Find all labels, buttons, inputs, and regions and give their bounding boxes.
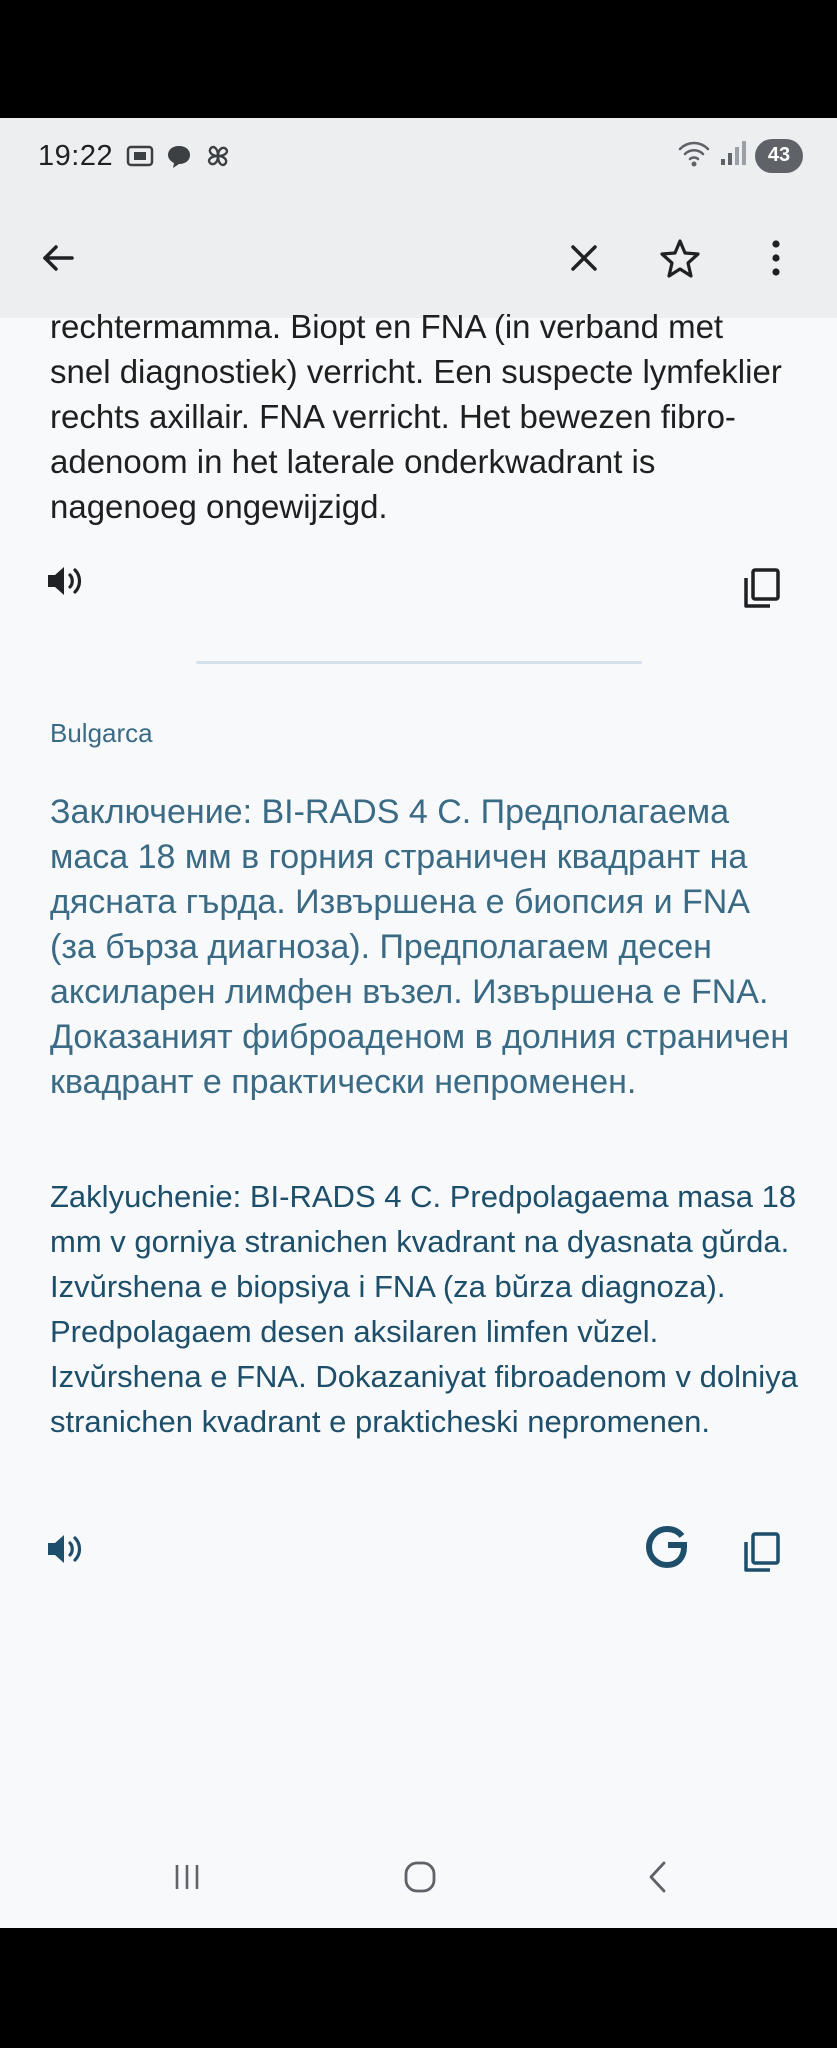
status-bar xyxy=(0,118,837,198)
translation-text: Заключение: BI-RADS 4 C. Предполагаема маса 18 мм в горния страничен квадрант на дясната гърда. Извършена е биопсия и FNA (за бърза диагноза). Предполагаем десен аксиларен лимфен възел. Извършена е FNA. Доказаният фиброаденом в долния страничен квадрант е практически непроменен. xyxy=(50,793,790,1101)
back-arrow-icon[interactable] xyxy=(26,226,90,290)
pinwheel-icon xyxy=(203,141,233,176)
translation-copy-icon[interactable] xyxy=(742,1530,782,1579)
star-icon[interactable] xyxy=(648,226,712,290)
recent-apps-icon[interactable] xyxy=(157,1852,217,1902)
home-icon[interactable] xyxy=(390,1852,450,1902)
app-bar xyxy=(0,198,837,318)
source-text: rechtermamma. Biopt en FNA (in verband met snel diagnostiek) verricht. Een suspecte lymfeklier rechts axillair. FNA verricht. Het bewezen fibro-adenoom in het laterale onderkwadrant is nagenoeg ongewijzigd. xyxy=(50,308,782,525)
screen xyxy=(0,118,837,1928)
back-icon[interactable] xyxy=(628,1852,688,1902)
copy-icon[interactable] xyxy=(742,566,782,615)
screen-recorder-icon xyxy=(125,141,155,176)
status-right-icons xyxy=(677,138,803,173)
wifi-icon xyxy=(677,138,711,173)
translation-speaker-icon[interactable] xyxy=(44,1528,86,1575)
transliteration-text: Zaklyuchenie: BI-RADS 4 C. Predpolagaema masa 18 mm v gorniya stranichen kvadrant na dyasnata gŭrda. Izvŭrshena e biopsiya i FNA (za bŭrza diagnoza). Predpolagaem desen aksilaren limfen vŭzel. Izvŭrshena e FNA. Dokazaniyat fibroadenom v dolniya stranichen kvadrant e prakticheski nepromenen. xyxy=(50,1179,798,1439)
target-language-label: Bulgarca xyxy=(50,718,153,748)
battery-icon: 43 xyxy=(755,139,803,173)
signal-icon xyxy=(719,138,747,173)
close-icon[interactable] xyxy=(552,226,616,290)
more-vert-icon[interactable] xyxy=(744,226,808,290)
bottom-bezel xyxy=(0,1928,837,2048)
status-left-icons xyxy=(125,141,233,176)
status-time: 19:22 xyxy=(38,140,114,172)
top-bezel xyxy=(0,0,837,118)
chat-bubble-icon xyxy=(165,142,193,175)
divider xyxy=(196,661,642,664)
speaker-icon[interactable] xyxy=(44,560,86,607)
navigation-bar xyxy=(0,1818,837,1928)
google-icon[interactable] xyxy=(642,1522,692,1577)
